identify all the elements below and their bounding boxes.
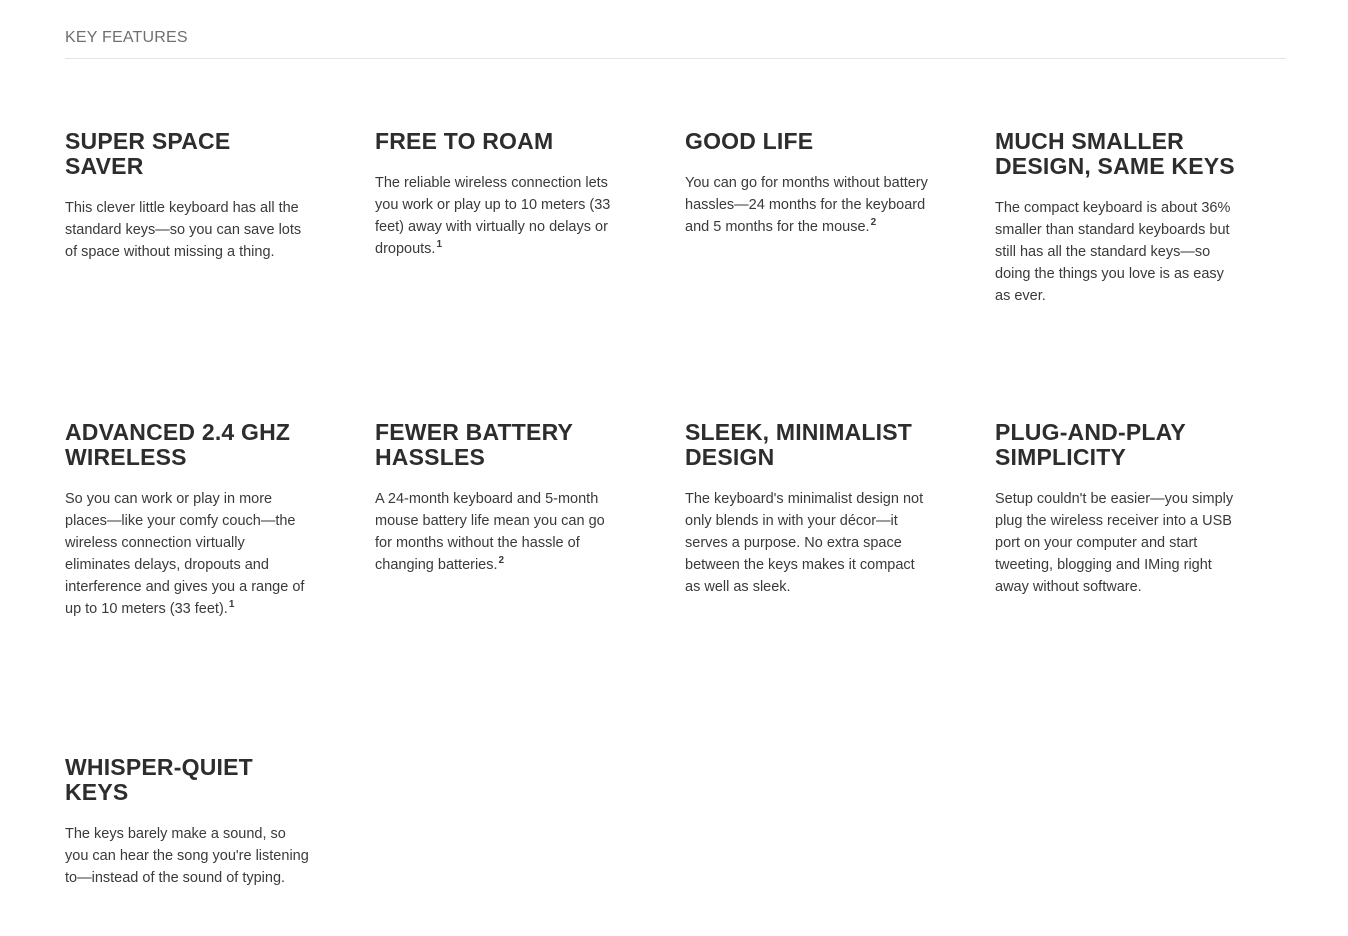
feature-description: Setup couldn't be easier—you simply plug the wireless receiver into a USB port on your computer and start tweeting, blogging and IMing right away without software.	[995, 491, 1234, 595]
feature-sleek-minimalist-design	[685, 420, 930, 598]
feature-super-space-saver	[65, 129, 310, 263]
feature-title: ADVANCED 2.4 GHZ WIRELESS	[65, 419, 291, 470]
feature-plug-and-play	[995, 420, 1240, 598]
feature-title: SUPER SPACE SAVER	[65, 128, 231, 179]
section-header	[65, 28, 1286, 59]
feature-description: A 24-month keyboard and 5-month mouse battery life mean you can go for months without the hassle of changing batteries.$^2$	[375, 491, 605, 573]
feature-title: MUCH SMALLER DESIGN, SAME KEYS	[995, 128, 1235, 179]
feature-fewer-battery-hassles	[375, 420, 620, 576]
feature-title: FREE TO ROAM	[375, 128, 554, 154]
footnote-marker: 2	[870, 217, 877, 229]
feature-description: You can go for months without battery hassles—24 months for the keyboard and 5 months for the mouse.$^2$	[685, 175, 928, 235]
feature-description: The keys barely make a sound, so you can hear the song you're listening to—instead of the sound of typing.	[65, 826, 309, 886]
feature-title: FEWER BATTERY HASSLES	[375, 419, 573, 470]
feature-description: The compact keyboard is about 36% smaller than standard keyboards but still has all the standard keys—so doing the things you love is as easy as ever.	[995, 200, 1231, 304]
feature-title: GOOD LIFE	[685, 128, 814, 154]
footnote-marker: 1	[436, 239, 443, 251]
footnote-marker: 1	[228, 599, 235, 611]
feature-whisper-quiet-keys	[65, 755, 310, 889]
feature-description: The keyboard's minimalist design not only blends in with your décor—it serves a purpose. No extra space between the keys makes it compact as well as sleek.	[685, 491, 924, 595]
section-title: KEY FEATURES	[65, 29, 188, 46]
feature-title: WHISPER-QUIET KEYS	[65, 754, 253, 805]
footnote-marker: 2	[498, 555, 505, 567]
feature-good-life	[685, 129, 930, 238]
feature-description: So you can work or play in more places—like your comfy couch—the wireless connection virtually eliminates delays, dropouts and interference and gives you a range of up to 10 meters (33 feet).$^1$	[65, 491, 305, 617]
feature-description: The reliable wireless connection lets you work or play up to 10 meters (33 feet) away with virtually no delays or dropouts.$^1$	[375, 175, 611, 257]
feature-description: This clever little keyboard has all the standard keys—so you can save lots of space without missing a thing.	[65, 200, 302, 260]
feature-advanced-wireless	[65, 420, 310, 620]
feature-much-smaller-design	[995, 129, 1240, 307]
feature-title: PLUG-AND-PLAY SIMPLICITY	[995, 419, 1186, 470]
feature-free-to-roam	[375, 129, 620, 260]
feature-title: SLEEK, MINIMALIST DESIGN	[685, 419, 913, 470]
